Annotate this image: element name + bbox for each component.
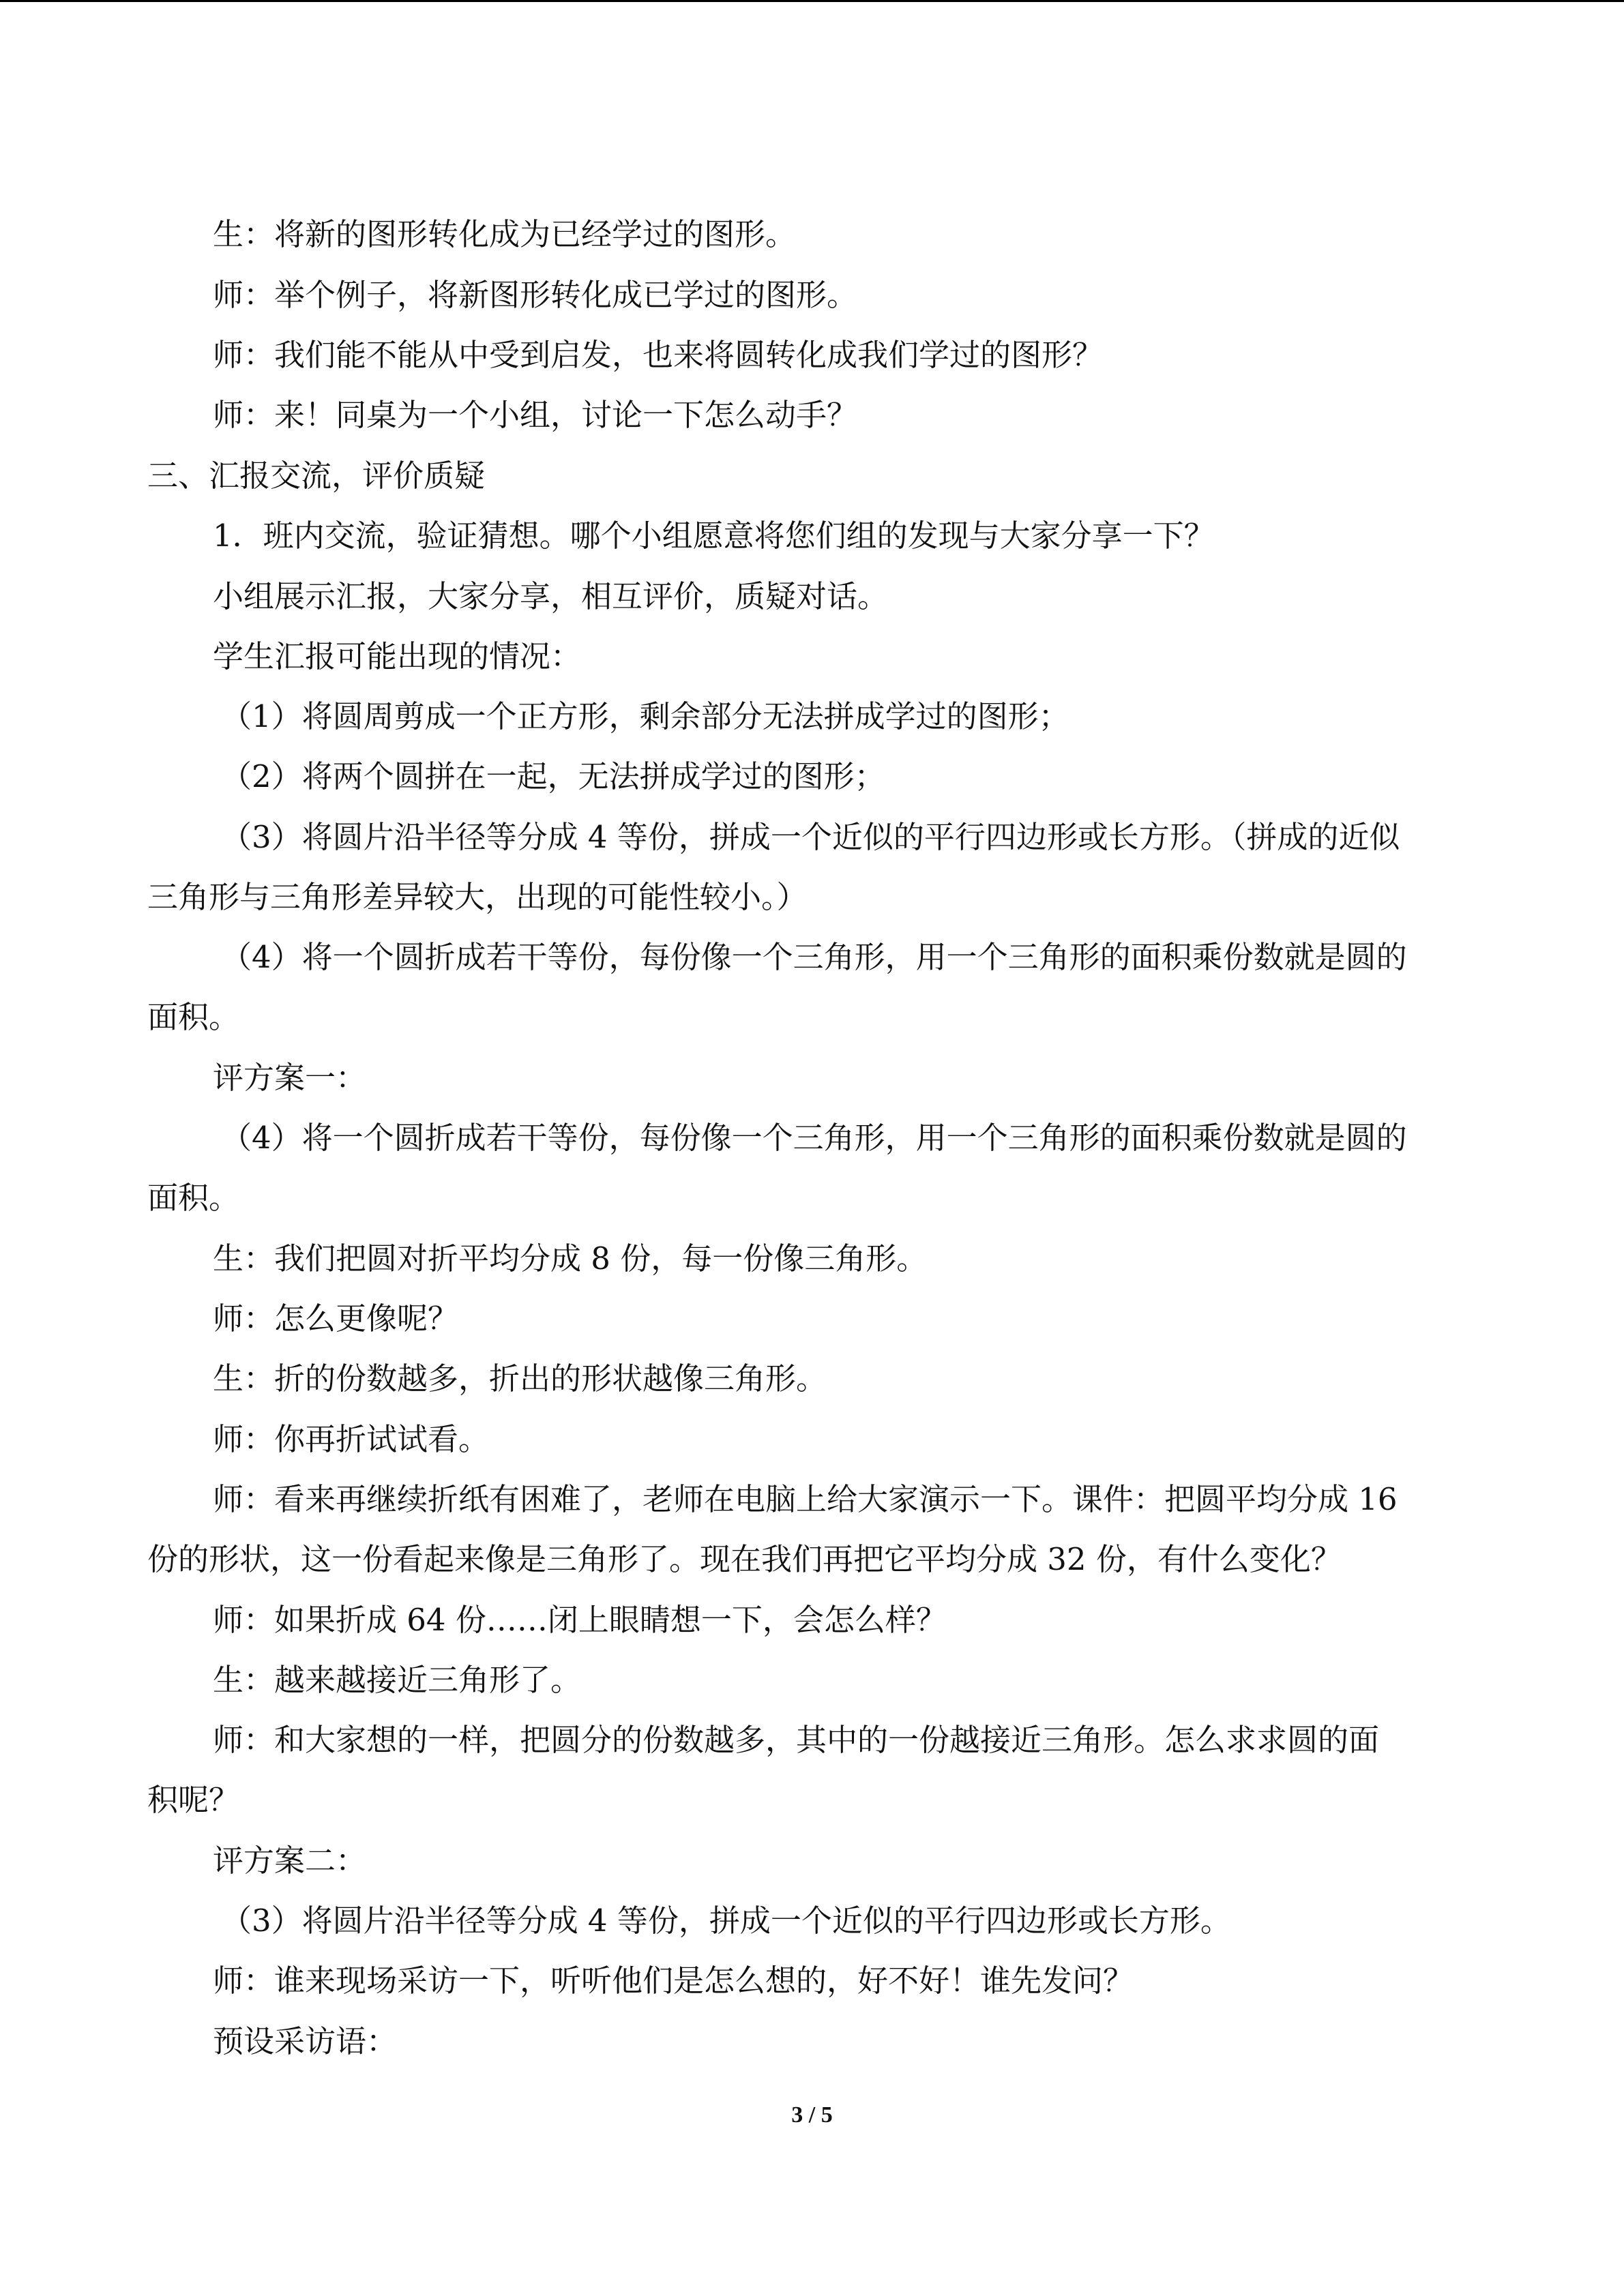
paragraph-line: 小组展示汇报，大家分享，相互评价，质疑对话。: [213, 578, 889, 614]
paragraph-line: 生：越来越接近三角形了。: [213, 1662, 582, 1698]
paragraph-line: 师：怎么更像呢？: [213, 1300, 459, 1337]
list-item: （4）将一个圆折成若干等份，每份像一个三角形，用一个三角形的面积乘份数就是圆的: [221, 1120, 1407, 1156]
paragraph-line: 师：和大家想的一样，把圆分的份数越多，其中的一份越接近三角形。怎么求求圆的面: [213, 1722, 1380, 1758]
paragraph-line: 生：将新的图形转化成为已经学过的图形。: [213, 216, 797, 252]
paragraph-line: 积呢？: [147, 1782, 240, 1818]
paragraph-line: 师：如果折成 64 份……闭上眼睛想一下，会怎么样？: [213, 1602, 947, 1638]
page-number: 3 / 5: [791, 2102, 833, 2128]
paragraph-line: 师：我们能不能从中受到启发，也来将圆转化成我们学过的图形？: [213, 337, 1104, 373]
list-item: （4）将一个圆折成若干等份，每份像一个三角形，用一个三角形的面积乘份数就是圆的: [221, 939, 1407, 975]
paragraph-line: 评方案一：: [213, 1060, 367, 1096]
paragraph-line: 份的形状，这一份看起来像是三角形了。现在我们再把它平均分成 32 份，有什么变化？: [147, 1541, 1342, 1577]
paragraph-line: 师：谁来现场采访一下，听听他们是怎么想的，好不好！谁先发问？: [213, 1963, 1134, 1999]
section-heading: 三、汇报交流，评价质疑: [147, 458, 486, 494]
paragraph-line: 师：来！同桌为一个小组，讨论一下怎么动手？: [213, 397, 858, 433]
paragraph-line: 面积。: [147, 999, 240, 1035]
paragraph-line: 预设采访语：: [213, 2023, 398, 2059]
paragraph-line: 三角形与三角形差异较大，出现的可能性较小。）: [147, 879, 808, 915]
list-item: （3）将圆片沿半径等分成 4 等份，拼成一个近似的平行四边形或长方形。（拼成的近似: [221, 819, 1400, 855]
paragraph-line: 师：你再折试试看。: [213, 1421, 490, 1457]
paragraph-line: 学生汇报可能出现的情况：: [213, 638, 582, 674]
paragraph-line: 面积。: [147, 1180, 240, 1216]
list-item: （1）将圆周剪成一个正方形，剩余部分无法拼成学过的图形；: [221, 698, 1069, 734]
paragraph-line: 生：折的份数越多，折出的形状越像三角形。: [213, 1360, 827, 1397]
list-item: （2）将两个圆拼在一起，无法拼成学过的图形；: [221, 758, 885, 794]
paragraph-line: 师：看来再继续折纸有困难了，老师在电脑上给大家演示一下。课件：把圆平均分成 16: [213, 1481, 1398, 1517]
paragraph-line: 生：我们把圆对折平均分成 8 份，每一份像三角形。: [213, 1240, 928, 1277]
list-item: （3）将圆片沿半径等分成 4 等份，拼成一个近似的平行四边形或长方形。: [221, 1903, 1231, 1939]
paragraph-line: 评方案二：: [213, 1843, 367, 1879]
paragraph-line: 1．班内交流，验证猜想。哪个小组愿意将您们组的发现与大家分享一下？: [213, 518, 1215, 554]
paragraph-line: 师：举个例子，将新图形转化成已学过的图形。: [213, 277, 858, 313]
